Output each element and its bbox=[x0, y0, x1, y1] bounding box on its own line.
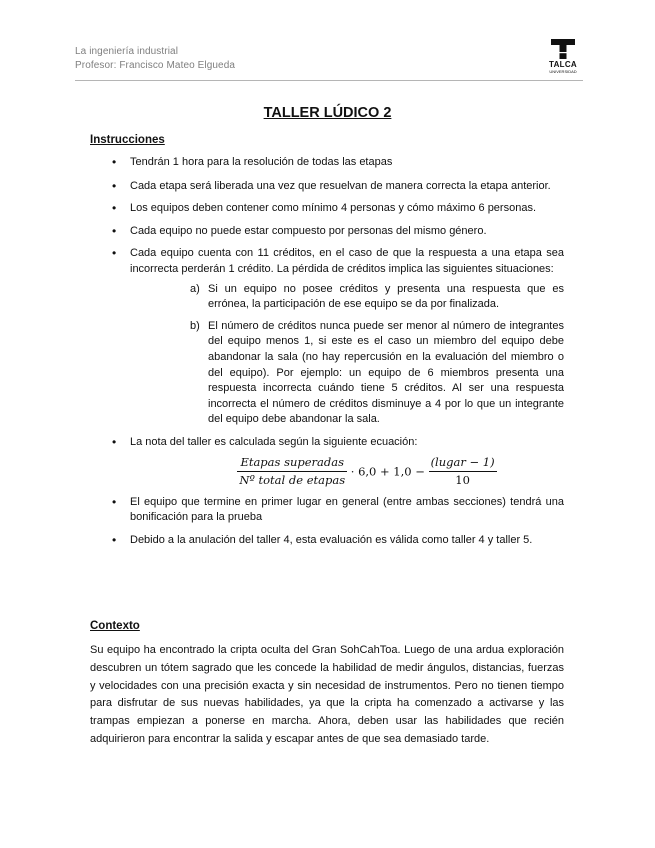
list-item-credits bbox=[90, 246, 564, 428]
logo-name: TALCA bbox=[548, 60, 577, 69]
page-header bbox=[75, 45, 235, 73]
formula-fraction-place bbox=[429, 455, 497, 489]
sub-list-item bbox=[130, 282, 564, 313]
list-item-text: • La nota del taller es calculada según la siguiente ecuación: bbox=[130, 435, 418, 448]
list-item: • Cada etapa será liberada una vez que resuelvan de manera correcta la etapa anterior. bbox=[90, 179, 564, 195]
header-divider bbox=[75, 80, 583, 81]
formula-fraction-stages bbox=[237, 455, 347, 489]
list-item-text: • Cada equipo cuenta con 11 créditos, en el caso de que la respuesta a una etapa sea incorrecta perderán 1 crédito. La pérdida de créditos implica las siguientes situaciones: bbox=[130, 247, 564, 275]
formula-numerator-place: (lugar − 1) bbox=[429, 455, 497, 473]
section-heading-contexto: Contexto bbox=[90, 620, 140, 632]
header-line-professor: Profesor: Francisco Mateo Elgueda bbox=[75, 60, 236, 71]
list-item: • Los equipos deben contener como mínimo 4 personas y cómo máximo 6 personas. bbox=[90, 201, 564, 217]
sub-item-marker: b) bbox=[190, 319, 200, 332]
section-heading-instrucciones: Instrucciones bbox=[90, 134, 165, 146]
list-item: • Debido a la anulación del taller 4, esta evaluación es válida como taller 4 y taller 5. bbox=[90, 533, 564, 549]
sub-list bbox=[130, 282, 564, 428]
formula-denominator: Nº total de etapas bbox=[239, 473, 346, 488]
university-logo bbox=[539, 38, 587, 84]
sub-item-text: Si un equipo no posee créditos y presenta una respuesta que es errónea, la participación de ese equipo se da por finalizada. bbox=[208, 282, 564, 311]
list-item: • Cada equipo no puede estar compuesto por personas del mismo género. bbox=[90, 224, 564, 240]
header-line-course: La ingeniería industrial bbox=[75, 46, 179, 57]
context-paragraph: Su equipo ha encontrado la cripta oculta del Gran SohCahToa. Luego de una ardua exploración descubren un tótem sagrado que les concede la habilidad de medir ángulos, distancias, fuerzas y velocidades con una precisión exacta y sin necesidad de instrumentos. Pero no tienen tiempo para disfrutar de sus nuevas habilidades, ya que la cripta ha comenzado a activarse y las trampas empiezan a ponerse en marcha. Ahora, deben usar las habilidades que recién adquirieron para encontrar la salida y escapar antes de que sea demasiado tarde. bbox=[90, 644, 564, 745]
sub-item-text: El número de créditos nunca puede ser menor al número de integrantes del equipo menos 1, si este es el caso un miembro del equipo debe abandonar la sala (no hay repercusión en la evaluación del miembro o del equipo). Por ejemplo: un equipo de 6 miembros presenta una respuesta incorrecta cuándo tiene 5 créditos. Al ser una respuesta incorrecta el número de créditos disminuye a 4 por lo que un integrante del equipo debe abandonar la sala. bbox=[208, 319, 564, 426]
sub-item-marker: a) bbox=[190, 282, 200, 295]
formula-denominator-place: 10 bbox=[455, 473, 470, 488]
list-item: • Tendrán 1 hora para la resolución de todas las etapas bbox=[90, 155, 564, 171]
list-item-grade bbox=[90, 435, 564, 489]
list-item: • El equipo que termine en primer lugar en general (entre ambas secciones) tendrá una bonificación para la prueba bbox=[90, 495, 564, 526]
grade-formula bbox=[130, 451, 564, 489]
logo-subtitle: UNIVERSIDAD bbox=[549, 69, 577, 74]
formula-numerator: Etapas superadas bbox=[237, 455, 347, 473]
talca-logo-icon bbox=[550, 38, 576, 60]
sub-list-item bbox=[130, 319, 564, 428]
formula-middle: · 6,0 + 1,0 − bbox=[350, 463, 425, 478]
page-title: TALLER LÚDICO 2 bbox=[263, 105, 392, 121]
instructions-list bbox=[90, 155, 564, 548]
